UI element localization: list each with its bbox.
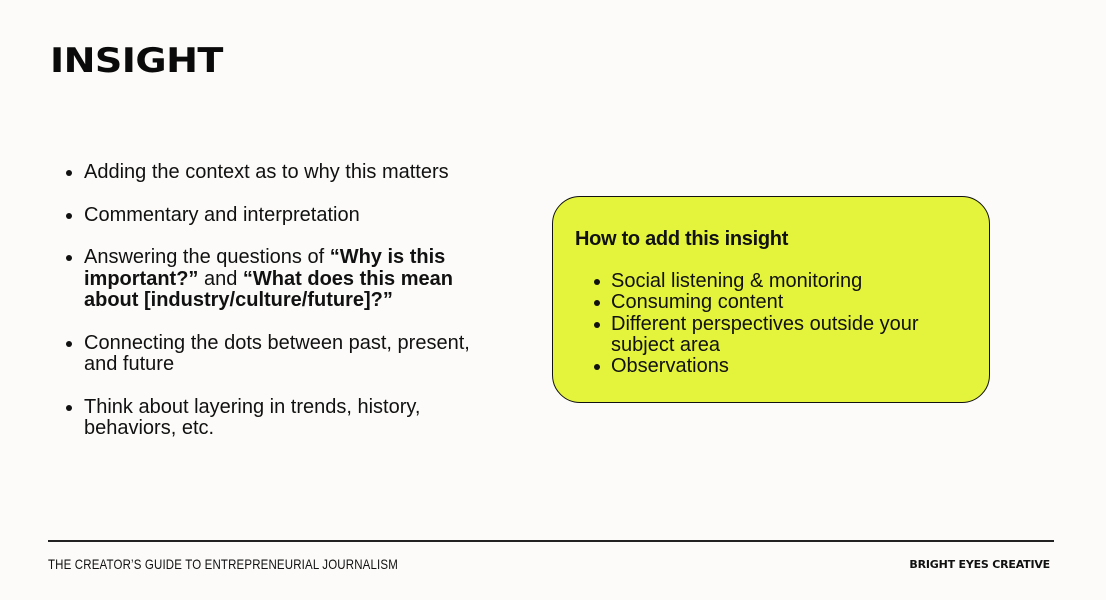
bullet-question-why: “Why is this important?” [84, 246, 446, 290]
bullet-text: Commentary and interpretation [84, 203, 360, 226]
bullet-question-meaning: “What does this mean about [industry/culture/future]?” [84, 267, 453, 311]
bullet-dot-icon [594, 300, 600, 306]
bullet-dot-icon [594, 364, 600, 370]
bullet-dot-icon [66, 213, 72, 219]
bullet-item [66, 162, 506, 184]
footer-brand-logo: BRIGHT EYES CREATIVE [909, 558, 1050, 571]
card-list-item [593, 292, 953, 313]
card-list [593, 271, 953, 377]
bullet-dot-icon [66, 255, 72, 261]
bullet-text: Connecting the dots between past, present, and future [84, 331, 470, 375]
footer-guide-title: THE CREATOR’S GUIDE TO ENTREPRENEURIAL JOURNALISM [48, 556, 398, 572]
card-item-text: Observations [611, 355, 729, 378]
bullet-text: Think about layering in trends, history, behaviors, etc. [84, 395, 421, 439]
card-list-item [593, 356, 953, 377]
slide-title: INSIGHT [50, 41, 223, 81]
bullet-item [66, 333, 506, 376]
bullet-item [66, 205, 506, 227]
how-to-card [552, 196, 990, 403]
card-list-item [593, 314, 953, 357]
bullet-dot-icon [594, 322, 600, 328]
card-item-text: Different perspectives outside your subject area [611, 312, 919, 356]
card-title: How to add this insight [575, 228, 789, 250]
bullet-text-part: Answering the questions of [84, 246, 330, 268]
bullet-dot-icon [66, 170, 72, 176]
card-item-text: Consuming content [611, 291, 784, 314]
bullet-text-part: and [198, 267, 243, 290]
bullet-dot-icon [594, 279, 600, 285]
insight-bullet-list [66, 162, 506, 461]
bullet-item [66, 397, 506, 440]
footer-divider [48, 540, 1054, 542]
card-list-item [593, 271, 953, 292]
bullet-text: Adding the context as to why this matters [84, 161, 449, 183]
bullet-dot-icon [66, 341, 72, 347]
bullet-item [66, 247, 506, 312]
bullet-dot-icon [66, 405, 72, 411]
card-item-text: Social listening & monitoring [611, 270, 863, 292]
bullet-text [84, 246, 453, 311]
